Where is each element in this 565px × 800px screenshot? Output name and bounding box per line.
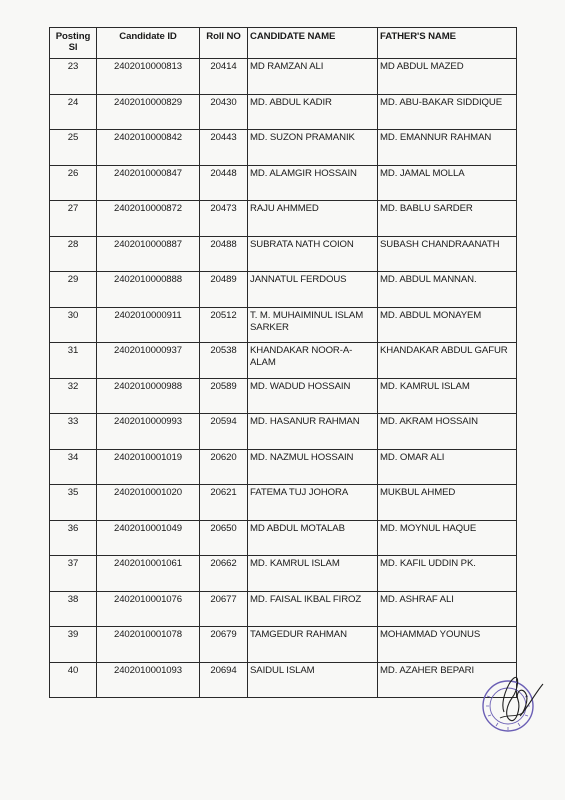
- cell-roll-no: 20594: [200, 414, 248, 450]
- cell-posting-sl: 39: [50, 627, 97, 663]
- table-row: [50, 378, 517, 414]
- cell-candidate-name: TAMGEDUR RAHMAN: [248, 627, 378, 663]
- cell-candidate-id: 2402010001020: [97, 485, 200, 521]
- cell-roll-no: 20662: [200, 556, 248, 592]
- table-row: [50, 236, 517, 272]
- cell-posting-sl: 32: [50, 378, 97, 414]
- cell-posting-sl: 34: [50, 449, 97, 485]
- cell-candidate-name: MD RAMZAN ALI: [248, 59, 378, 95]
- table-body: [50, 59, 517, 698]
- cell-candidate-name: MD. FAISAL IKBAL FIROZ: [248, 591, 378, 627]
- cell-candidate-name: SAIDUL ISLAM: [248, 662, 378, 698]
- cell-roll-no: 20620: [200, 449, 248, 485]
- header-posting-sl: Posting Sl: [50, 28, 97, 59]
- cell-posting-sl: 27: [50, 201, 97, 237]
- table-row: [50, 201, 517, 237]
- cell-fathers-name: MD. MOYNUL HAQUE: [378, 520, 517, 556]
- cell-roll-no: 20414: [200, 59, 248, 95]
- cell-candidate-id: 2402010001019: [97, 449, 200, 485]
- cell-fathers-name: SUBASH CHANDRAANATH: [378, 236, 517, 272]
- cell-fathers-name: MOHAMMAD YOUNUS: [378, 627, 517, 663]
- table-row: [50, 165, 517, 201]
- cell-candidate-id: 2402010000911: [97, 307, 200, 343]
- table-row: [50, 130, 517, 166]
- cell-posting-sl: 23: [50, 59, 97, 95]
- cell-fathers-name: MD. JAMAL MOLLA: [378, 165, 517, 201]
- cell-candidate-name: RAJU AHMMED: [248, 201, 378, 237]
- cell-fathers-name: MD. KAMRUL ISLAM: [378, 378, 517, 414]
- cell-roll-no: 20489: [200, 272, 248, 308]
- cell-posting-sl: 25: [50, 130, 97, 166]
- cell-roll-no: 20621: [200, 485, 248, 521]
- header-candidate-id: Candidate ID: [97, 28, 200, 59]
- cell-posting-sl: 24: [50, 94, 97, 130]
- cell-posting-sl: 30: [50, 307, 97, 343]
- cell-fathers-name: MD. AZAHER BEPARI: [378, 662, 517, 698]
- cell-candidate-name: T. M. MUHAIMINUL ISLAM SARKER: [248, 307, 378, 343]
- cell-candidate-name: JANNATUL FERDOUS: [248, 272, 378, 308]
- cell-posting-sl: 35: [50, 485, 97, 521]
- cell-roll-no: 20473: [200, 201, 248, 237]
- cell-fathers-name: MD. BABLU SARDER: [378, 201, 517, 237]
- cell-candidate-name: MD. HASANUR RAHMAN: [248, 414, 378, 450]
- cell-candidate-name: MD. SUZON PRAMANIK: [248, 130, 378, 166]
- table-row: [50, 591, 517, 627]
- cell-candidate-id: 2402010001093: [97, 662, 200, 698]
- cell-roll-no: 20488: [200, 236, 248, 272]
- cell-candidate-id: 2402010001049: [97, 520, 200, 556]
- candidate-table: [49, 27, 517, 698]
- cell-roll-no: 20443: [200, 130, 248, 166]
- table-row: [50, 627, 517, 663]
- official-stamp-signature: [474, 672, 544, 734]
- cell-posting-sl: 29: [50, 272, 97, 308]
- cell-candidate-name: MD. NAZMUL HOSSAIN: [248, 449, 378, 485]
- cell-fathers-name: MUKBUL AHMED: [378, 485, 517, 521]
- table-header: [50, 28, 517, 59]
- cell-posting-sl: 37: [50, 556, 97, 592]
- cell-candidate-id: 2402010000888: [97, 272, 200, 308]
- cell-candidate-name: MD. ALAMGIR HOSSAIN: [248, 165, 378, 201]
- table-row: [50, 414, 517, 450]
- cell-roll-no: 20694: [200, 662, 248, 698]
- cell-posting-sl: 26: [50, 165, 97, 201]
- cell-candidate-name: MD. WADUD HOSSAIN: [248, 378, 378, 414]
- table-row: [50, 307, 517, 343]
- cell-posting-sl: 38: [50, 591, 97, 627]
- cell-fathers-name: MD. OMAR ALI: [378, 449, 517, 485]
- cell-candidate-id: 2402010001078: [97, 627, 200, 663]
- cell-fathers-name: MD ABDUL MAZED: [378, 59, 517, 95]
- cell-roll-no: 20430: [200, 94, 248, 130]
- table-row: [50, 272, 517, 308]
- cell-fathers-name: MD. ABDUL MANNAN.: [378, 272, 517, 308]
- cell-roll-no: 20679: [200, 627, 248, 663]
- cell-candidate-name: FATEMA TUJ JOHORA: [248, 485, 378, 521]
- cell-posting-sl: 36: [50, 520, 97, 556]
- table-row: [50, 662, 517, 698]
- cell-roll-no: 20448: [200, 165, 248, 201]
- cell-candidate-id: 2402010000847: [97, 165, 200, 201]
- cell-candidate-id: 2402010000872: [97, 201, 200, 237]
- cell-fathers-name: KHANDAKAR ABDUL GAFUR: [378, 343, 517, 379]
- cell-roll-no: 20512: [200, 307, 248, 343]
- cell-fathers-name: MD. AKRAM HOSSAIN: [378, 414, 517, 450]
- cell-posting-sl: 40: [50, 662, 97, 698]
- cell-roll-no: 20538: [200, 343, 248, 379]
- cell-roll-no: 20677: [200, 591, 248, 627]
- header-candidate-name: CANDIDATE NAME: [248, 28, 378, 59]
- cell-roll-no: 20650: [200, 520, 248, 556]
- cell-fathers-name: MD. ABDUL MONAYEM: [378, 307, 517, 343]
- cell-candidate-name: SUBRATA NATH COION: [248, 236, 378, 272]
- cell-candidate-id: 2402010001076: [97, 591, 200, 627]
- table-row: [50, 449, 517, 485]
- cell-candidate-id: 2402010000988: [97, 378, 200, 414]
- cell-posting-sl: 33: [50, 414, 97, 450]
- cell-candidate-id: 2402010001061: [97, 556, 200, 592]
- cell-posting-sl: 28: [50, 236, 97, 272]
- table-row: [50, 59, 517, 95]
- cell-candidate-id: 2402010000993: [97, 414, 200, 450]
- cell-candidate-id: 2402010000842: [97, 130, 200, 166]
- table-row: [50, 556, 517, 592]
- cell-fathers-name: MD. EMANNUR RAHMAN: [378, 130, 517, 166]
- cell-candidate-name: KHANDAKAR NOOR-A-ALAM: [248, 343, 378, 379]
- cell-candidate-name: MD. ABDUL KADIR: [248, 94, 378, 130]
- cell-candidate-id: 2402010000937: [97, 343, 200, 379]
- header-row: [50, 28, 517, 59]
- header-fathers-name: FATHER'S NAME: [378, 28, 517, 59]
- table-row: [50, 485, 517, 521]
- cell-candidate-id: 2402010000813: [97, 59, 200, 95]
- header-roll-no: Roll NO: [200, 28, 248, 59]
- cell-roll-no: 20589: [200, 378, 248, 414]
- cell-fathers-name: MD. ABU-BAKAR SIDDIQUE: [378, 94, 517, 130]
- table-row: [50, 343, 517, 379]
- cell-fathers-name: MD. KAFIL UDDIN PK.: [378, 556, 517, 592]
- cell-candidate-id: 2402010000887: [97, 236, 200, 272]
- table-row: [50, 520, 517, 556]
- cell-posting-sl: 31: [50, 343, 97, 379]
- cell-candidate-id: 2402010000829: [97, 94, 200, 130]
- cell-fathers-name: MD. ASHRAF ALI: [378, 591, 517, 627]
- table-row: [50, 94, 517, 130]
- cell-candidate-name: MD. KAMRUL ISLAM: [248, 556, 378, 592]
- cell-candidate-name: MD ABDUL MOTALAB: [248, 520, 378, 556]
